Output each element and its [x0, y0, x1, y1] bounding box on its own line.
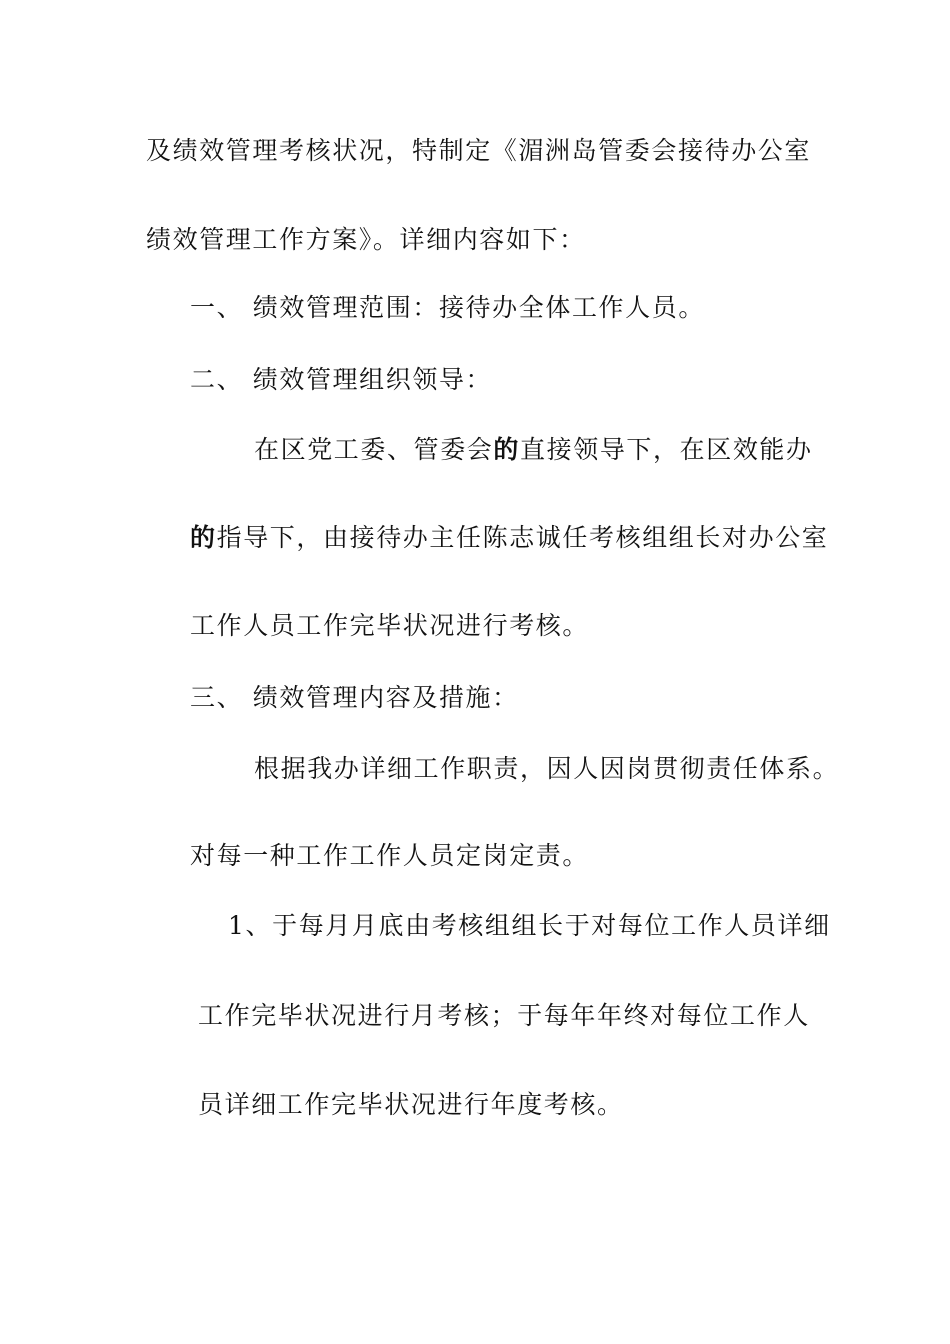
list-item-line: 工作完毕状况进行月考核；于每年年终对每位工作人	[198, 1001, 810, 1030]
paragraph-line: 及绩效管理考核状况，特制定《湄洲岛管委会接待办公室	[146, 136, 812, 165]
list-item-line: 员详细工作完毕状况进行年度考核。	[198, 1090, 624, 1119]
paragraph-line: 绩效管理工作方案》。详细内容如下：	[146, 225, 586, 254]
text-run: 直接领导下，在区效能办	[520, 435, 813, 464]
section-heading: 三、 绩效管理内容及措施：	[190, 683, 519, 712]
paragraph-line	[190, 522, 828, 554]
text-run-bold: 的	[190, 523, 217, 552]
section-heading: 二、 绩效管理组织领导：	[190, 365, 493, 394]
text-run: 在区党工委、管委会	[254, 435, 494, 464]
paragraph-line: 根据我办详细工作职责，因人因岗贯彻责任体系。	[254, 754, 840, 783]
paragraph-line: 对每一种工作工作人员定岗定责。	[190, 841, 590, 870]
section-heading: 一、 绩效管理范围：接待办全体工作人员。	[190, 293, 705, 322]
paragraph-line: 工作人员工作完毕状况进行考核。	[190, 611, 590, 640]
text-run: 指导下，由接待办主任陈志诚任考核组组长对办公室	[216, 523, 829, 552]
text-run-bold: 的	[493, 435, 521, 464]
list-item-line: 1、于每月月底由考核组组长于对每位工作人员详细	[228, 911, 831, 940]
paragraph-line	[254, 434, 813, 466]
